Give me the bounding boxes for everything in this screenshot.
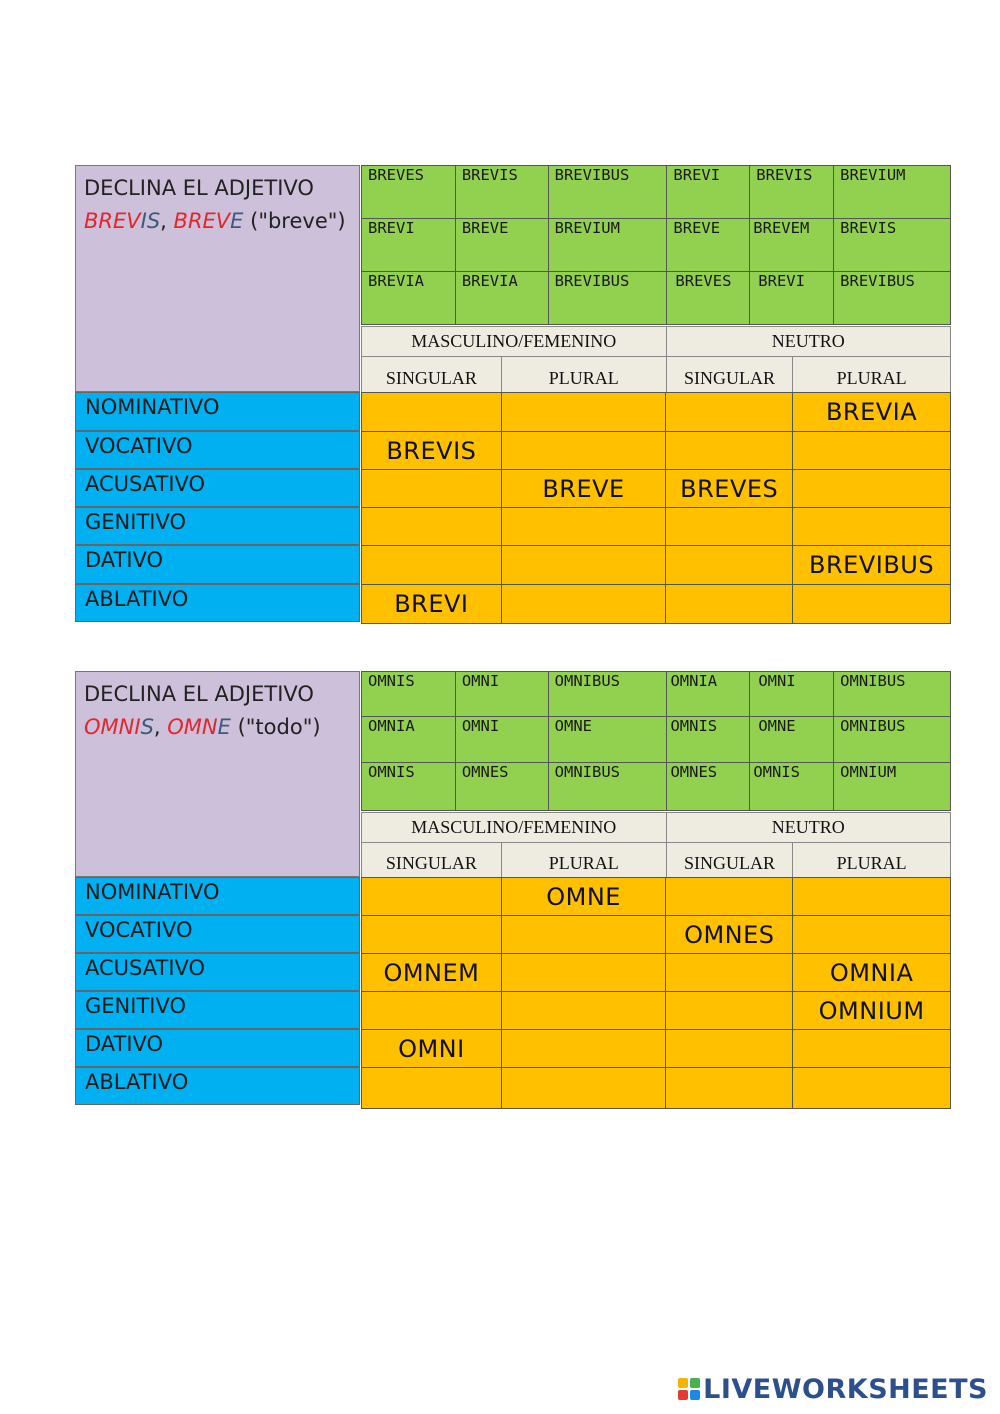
answer-slot[interactable]: OMNIA [793,954,951,992]
answer-slot[interactable]: OMNEM [362,954,502,992]
answer-slot[interactable] [793,878,951,916]
exercise-title: DECLINA EL ADJETIVO [84,682,314,706]
answer-slot[interactable] [666,508,793,546]
word-bank-tile[interactable]: BREVI [667,166,750,219]
answer-slot[interactable]: BREVE [501,470,666,508]
case-vocativo: VOCATIVO [75,431,360,469]
answer-slot[interactable] [362,992,502,1030]
word-bank-tile[interactable]: BREVI [362,219,456,271]
word-bank-tile[interactable]: OMNI [750,672,834,717]
logo-mark-icon [678,1378,700,1400]
word-bank-tile[interactable]: BREVES [362,166,456,219]
answer-slot[interactable] [666,1068,793,1109]
case-nominativo: NOMINATIVO [75,392,360,431]
case-dativo: DATIVO [75,1029,360,1067]
word-bank-tile[interactable]: BREVIS [834,219,951,271]
answer-slot[interactable] [666,1030,793,1068]
logo-square [690,1378,700,1388]
exercise-title-box [75,165,360,392]
answer-slot[interactable] [666,393,793,432]
case-genitivo: GENITIVO [75,507,360,545]
word-bank-tile[interactable]: OMNIA [667,672,750,717]
case-ablativo: ABLATIVO [75,584,360,622]
word-bank-tile[interactable]: OMNIA [362,717,456,763]
word-bank-tile[interactable]: OMNI [455,717,548,763]
answer-slot[interactable]: OMNE [501,878,666,916]
word-bank-tile[interactable]: BREVE [667,219,750,271]
answer-slot[interactable] [362,393,502,432]
word-bank-tile[interactable]: BREVIA [362,271,456,324]
word-bank-tile[interactable]: OMNIBUS [834,717,951,763]
declension-grid [361,392,951,624]
header-neuter: NEUTRO [666,327,950,357]
word-bank-tile[interactable]: OMNIS [750,763,834,811]
word-bank-tile[interactable]: OMNIS [362,672,456,717]
answer-slot[interactable] [501,992,666,1030]
word-bank-tile[interactable]: OMNIUM [834,763,951,811]
exercise-brevis [75,165,950,623]
word-bank-tile[interactable]: OMNES [455,763,548,811]
word-bank-tile[interactable]: OMNIBUS [548,763,667,811]
answer-slot[interactable] [362,878,502,916]
word-bank-tile[interactable]: BREVIBUS [548,271,667,324]
logo-square [690,1390,700,1400]
word-bank-tile[interactable]: OMNIS [667,717,750,763]
answer-slot[interactable]: BREVES [666,470,793,508]
header-masc-fem: MASCULINO/FEMENINO [362,327,667,357]
word-bank [361,165,951,325]
word-bank-tile[interactable]: BREVE [455,219,548,271]
column-headers [361,326,951,393]
word-bank-tile[interactable]: BREVES [667,271,750,324]
header-plural: PLURAL [501,843,666,878]
answer-slot[interactable] [362,508,502,546]
exercise-omnis [75,671,950,1108]
header-singular: SINGULAR [666,357,793,393]
answer-slot[interactable] [666,546,793,585]
answer-slot[interactable] [666,878,793,916]
word-bank-tile[interactable]: BREVIBUS [548,166,667,219]
answer-slot[interactable] [793,1030,951,1068]
logo-square [678,1390,688,1400]
answer-slot[interactable] [501,1030,666,1068]
answer-slot[interactable] [793,585,951,624]
exercise-title: DECLINA EL ADJETIVO [84,176,314,200]
answer-slot[interactable] [793,1068,951,1109]
answer-slot[interactable] [666,954,793,992]
word-bank-tile[interactable]: BREVIBUS [834,271,951,324]
exercise-title-box [75,671,360,877]
answer-slot[interactable] [501,916,666,954]
word-bank-tile[interactable]: OMNE [750,717,834,763]
answer-slot[interactable] [362,470,502,508]
answer-slot[interactable] [501,546,666,585]
word-bank-tile[interactable]: OMNE [548,717,667,763]
answer-slot[interactable] [793,508,951,546]
answer-slot[interactable]: BREVIBUS [793,546,951,585]
answer-slot[interactable] [362,1068,502,1109]
answer-slot[interactable] [666,432,793,470]
answer-slot[interactable] [501,432,666,470]
word-bank-tile[interactable]: OMNI [455,672,548,717]
header-singular: SINGULAR [666,843,793,878]
answer-slot[interactable] [501,393,666,432]
answer-slot[interactable]: BREVIA [793,393,951,432]
answer-slot[interactable] [666,585,793,624]
answer-slot[interactable] [501,954,666,992]
answer-slot[interactable]: OMNI [362,1030,502,1068]
case-genitivo: GENITIVO [75,991,360,1029]
answer-slot[interactable] [362,546,502,585]
answer-slot[interactable] [666,992,793,1030]
case-acusativo: ACUSATIVO [75,469,360,507]
header-singular: SINGULAR [362,357,502,393]
word-bank-tile[interactable]: OMNIS [362,763,456,811]
word-bank-tile[interactable]: BREVEM [750,219,834,271]
case-acusativo: ACUSATIVO [75,953,360,991]
header-singular: SINGULAR [362,843,502,878]
answer-slot[interactable] [501,508,666,546]
adjective-forms: BREVIS, BREVE ("breve") [84,208,346,233]
answer-slot[interactable] [793,470,951,508]
answer-slot[interactable] [793,432,951,470]
logo-square [678,1378,688,1388]
answer-slot[interactable]: BREVIS [362,432,502,470]
word-bank-tile[interactable]: BREVIUM [834,166,951,219]
answer-slot[interactable]: OMNES [666,916,793,954]
word-bank-tile[interactable]: OMNIBUS [548,672,667,717]
case-nominativo: NOMINATIVO [75,877,360,915]
answer-slot[interactable] [793,916,951,954]
adjective-forms: OMNIS, OMNE ("todo") [84,714,321,739]
word-bank-tile[interactable]: OMNES [667,763,750,811]
answer-slot[interactable] [501,585,666,624]
word-bank-tile[interactable]: BREVI [750,271,834,324]
answer-slot[interactable]: BREVI [362,585,502,624]
declension-grid [361,877,951,1109]
case-ablativo: ABLATIVO [75,1067,360,1105]
word-bank [361,671,951,811]
header-plural: PLURAL [793,843,951,878]
word-bank-tile[interactable]: OMNIBUS [834,672,951,717]
word-bank-tile[interactable]: BREVIS [750,166,834,219]
header-plural: PLURAL [793,357,951,393]
answer-slot[interactable] [501,1068,666,1109]
column-headers [361,812,951,878]
header-plural: PLURAL [501,357,666,393]
liveworksheets-logo [678,1373,988,1405]
word-bank-tile[interactable]: BREVIA [455,271,548,324]
word-bank-tile[interactable]: BREVIUM [548,219,667,271]
case-dativo: DATIVO [75,545,360,584]
answer-slot[interactable]: OMNIUM [793,992,951,1030]
case-vocativo: VOCATIVO [75,915,360,953]
word-bank-tile[interactable]: BREVIS [455,166,548,219]
header-masc-fem: MASCULINO/FEMENINO [362,813,667,843]
header-neuter: NEUTRO [666,813,950,843]
answer-slot[interactable] [362,916,502,954]
logo-text: LIVEWORKSHEETS [703,1373,988,1405]
